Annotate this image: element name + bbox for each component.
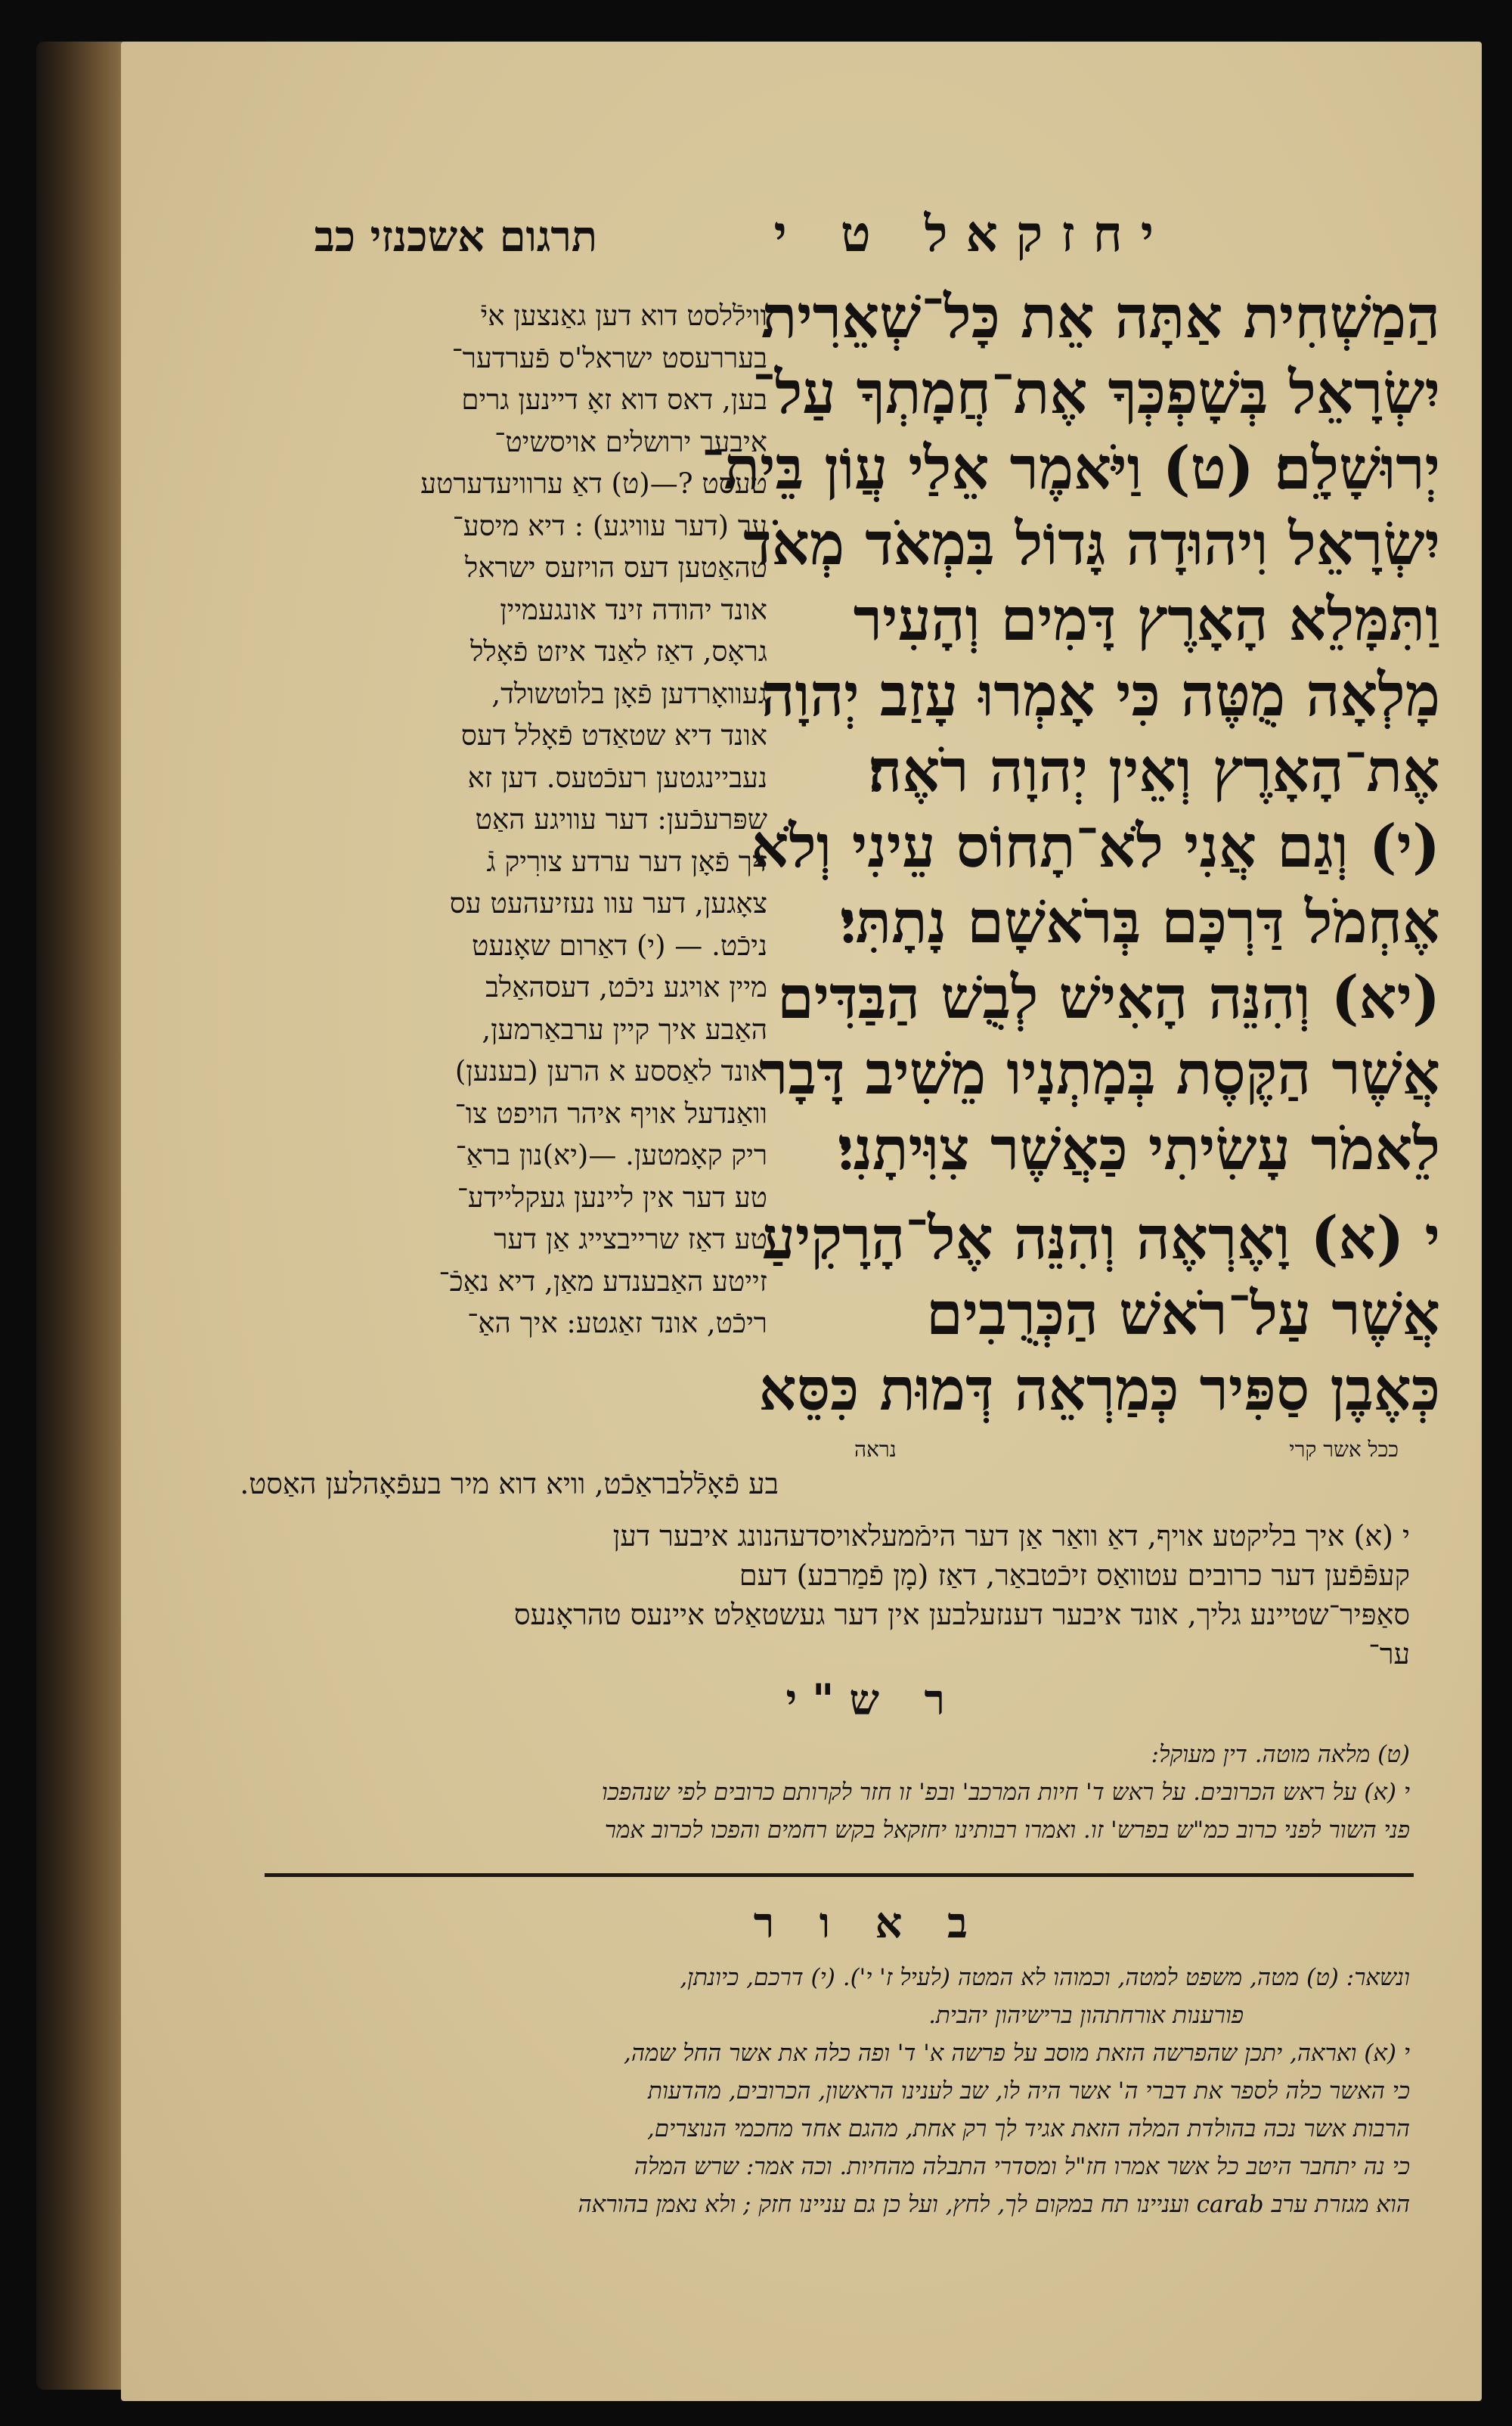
biur-line: הוא מגזרת ערב carab ועניינו תח במקום לך, לחץ, ועל כן גם עניינו חזק ; ולא נאמן בהוראה xyxy=(578,2191,1410,2218)
rashi-line: פני השור לפני כרוב כמ"ש בפרש' זו. ואמרו רבותינו יחזקאל בקש רחמים והפכו לכרוב אמר xyxy=(604,1816,1410,1844)
translation-line: מיין אויגע ניכֿט, דעסהאַלב xyxy=(485,971,767,1004)
translation-line: י (א) איך בליקטע אויף, דאַ וואַר אַן דער הימֿמעלאויסדעהנונג איבער דען xyxy=(612,1519,1410,1553)
rashi-line: (ט) מלאה מוטה. דין מעוקל: xyxy=(1151,1741,1410,1768)
qere-ketiv-note xyxy=(854,1437,1399,1463)
main-text-line: (י) וְגַם אֲנִי לֹא־תָחוֹס עֵינִי וְלֹא xyxy=(751,812,1440,881)
translation-line: וואַנדעל אויף איהר הויפט צו־ xyxy=(454,1097,767,1130)
biur-line: ונשאר: (ט) מטה, משפט למטה, וכמוהו לא המטה (לעיל ז' י'). (י) דרכם, כיונתן, xyxy=(680,1964,1410,1991)
translation-line: נעביינגטען רעכֿטעס. דען זא xyxy=(467,761,767,794)
qere-note-right: ככל אשר קרי xyxy=(1289,1437,1399,1462)
main-text-line: מָלְאָה מֻטֶּה כִּי אָמְרוּ עָזַב יְהוָה xyxy=(761,661,1440,730)
main-text-line: אֶת־הָאָרֶץ וְאֵין יְהוָה רֹאֶה׃ xyxy=(868,737,1440,805)
qere-note-left: נראה xyxy=(854,1437,897,1462)
biur-line: הרבות אשר נכה בהולדת המלה הזאת אגיד לך רק אחת, מהגם אחד מחכמי הנוצרים, xyxy=(646,2115,1410,2142)
translation-line: שפּרעכֿען: דער עוויגע האַט xyxy=(475,803,767,836)
translation-continuation: בע פֿאָלֿלבראַכֿט, וויא דוא מיר בעפֿאָהלען האַסט. xyxy=(240,1467,779,1500)
translation-line: קעפּֿפֿען דער כרובים עטוואַס זיכֿטבאַר, דאַז (מָן פֿמַרבע) דעם xyxy=(739,1559,1410,1592)
translation-line: ריק קאָמטען. —(יא)נון בראַ־ xyxy=(455,1139,767,1171)
translation-line: טע דער אין ליינען געקליידע־ xyxy=(457,1180,767,1214)
translation-line: טע דאַז שרייבצייג אַן דער xyxy=(494,1223,767,1255)
biur-title: ב א ו ר xyxy=(753,1898,983,1948)
book-page xyxy=(121,42,1482,2401)
main-text-line: וַתִּמָּלֵא הָאָרֶץ דָּמִים וְהָעִיר xyxy=(853,585,1440,654)
translation-line: ווילֿלסט דוא דען גאַנצען איֿ xyxy=(480,299,767,332)
translation-line: אונד לאַססע א הרען (בענען) xyxy=(454,1055,767,1087)
main-text-line: אֲשֶׁר הַקֶּסֶת בְּמָתְנָיו מֵשִׁיב דָּבָר xyxy=(759,1039,1440,1108)
main-text-line: יְרוּשָׁלִָם׃ (ט) וַיֹּאמֶר אֵלַי עֲוֹן בֵּית־ xyxy=(701,434,1440,503)
main-text-line: יִשְׂרָאֵל וִיהוּדָה גָּדוֹל בִּמְאֹד מְאֹד xyxy=(743,510,1440,579)
main-text-line: אֲשֶׁר עַל־רֹאשׁ הַכְּרֻבִים xyxy=(925,1280,1440,1348)
biur-line: כי האשר כלה לספר את דברי ה' אשר היה לו, שב לענינו הראשון, הכרובים, מהדעות xyxy=(647,2077,1410,2105)
translation-column xyxy=(374,295,767,1345)
translation-line: האַבע איך קיין ערבאַרמען, xyxy=(482,1013,767,1046)
translation-line: צאָגען, דער עוו נעזיעהעט עס xyxy=(449,887,767,920)
rashi-commentary xyxy=(261,1736,1410,1849)
translation-line: בעררעסט ישראל'ס פֿערדער־ xyxy=(451,341,767,374)
translation-line: טעסט ?—(ט) דאַ ערוויעדערטע xyxy=(420,467,767,500)
main-text-column xyxy=(701,280,1440,1428)
main-text-line: יִשְׂרָאֵל בְּשָׁפְכְּךָ אֶת־חֲמָתְךָ עַל־ xyxy=(752,358,1440,427)
main-text-line: אֶחְמֹל דַּרְכָּם בְּרֹאשָׁם נָתָתִּי׃ xyxy=(840,888,1440,957)
main-text-line: כְּאֶבֶן סַפִּיר כְּמַרְאֵה דְּמוּת כִּסֵּא xyxy=(758,1355,1440,1424)
biur-line: כי נה יתחבר היטב כל אשר אמרו חז"ל ומסדרי התבלה מהחיות. וכה אמר: שרש המלה xyxy=(634,2153,1410,2180)
translation-line: אונד יהודה זינד אונגעמיין xyxy=(500,593,767,626)
translation-line: סאַפּיר־שטיינע גליך, אונד איבער דענזעלבען אין דער געשטאַלט איינעס טהראָנעס xyxy=(513,1598,1410,1631)
translation-line: ער־ xyxy=(1368,1637,1410,1671)
translation-line: ריכֿט, אונד זאַגטע: איך האַ־ xyxy=(467,1307,767,1339)
main-text-line: י (א) וָאֶרְאֶה וְהִנֵּה אֶל־הָרָקִיעַ xyxy=(761,1204,1440,1273)
translation-line: געוואָרדען פֿאָן בלוטשולד, xyxy=(491,677,767,710)
biur-line: פורענות אורחתהון ברישיהון יהבית. xyxy=(928,2002,1244,2029)
translation-line: זיך פֿאָן דער ערדע צורִיק גֿ xyxy=(486,845,767,878)
translation-line: טהאַטען דעס הויזעס ישראל xyxy=(465,551,767,584)
biur-line: י (א) ואראה, יתכן שהפרשה הזאת מוסב על פרשה א' ד' ופה כלה את אשר החל שמה, xyxy=(623,2040,1410,2067)
translation-line: איבער ירושלים אויסשיט־ xyxy=(494,425,767,458)
section-divider xyxy=(265,1873,1414,1877)
main-text-line: (יא) וְהִנֵּה הָאִישׁ לְבֻשׁ הַבַּדִּים xyxy=(776,963,1440,1032)
main-text-line: הַמַשְׁחִית אַתָּה אֵת כָּל־שְׁאֵרִית xyxy=(761,283,1440,352)
translation-line: גראָס, דאַז לאַנד איזט פֿאָלל xyxy=(470,635,767,668)
translation-line: בען, דאס דוא זאָ דיינען גרים xyxy=(461,383,767,416)
rashi-title: ר ש"י xyxy=(785,1675,960,1725)
full-width-translation xyxy=(261,1516,1410,1674)
biur-commentary xyxy=(253,1959,1410,2223)
rashi-line: י (א) על ראש הכרובים. על ראש ד' חיות המרכב' ובפ' זו חזר לקרותם כרובים לפי שנהפכו xyxy=(601,1779,1410,1806)
translation-line: ער (דער עוויגע) : דיא מיסע־ xyxy=(452,509,767,542)
page-header-main: יחזקאל ט י xyxy=(773,204,1172,263)
main-text-line: לֵאמֹר עָשִׂיתִי כַּאֲשֶׁר צִוִּיתָנִי׃ xyxy=(838,1115,1440,1184)
translation-line: אונד דיא שטאַדט פֿאָלל דעס xyxy=(460,719,767,752)
translation-line: ניכֿט. — (י) דאַרום שאָנעט xyxy=(472,929,767,962)
page-header-translation: תרגום אשכנזי כב xyxy=(314,212,597,262)
translation-line: זייטע האַבענדע מאַן, דיא נאַכֿ־ xyxy=(438,1264,767,1298)
